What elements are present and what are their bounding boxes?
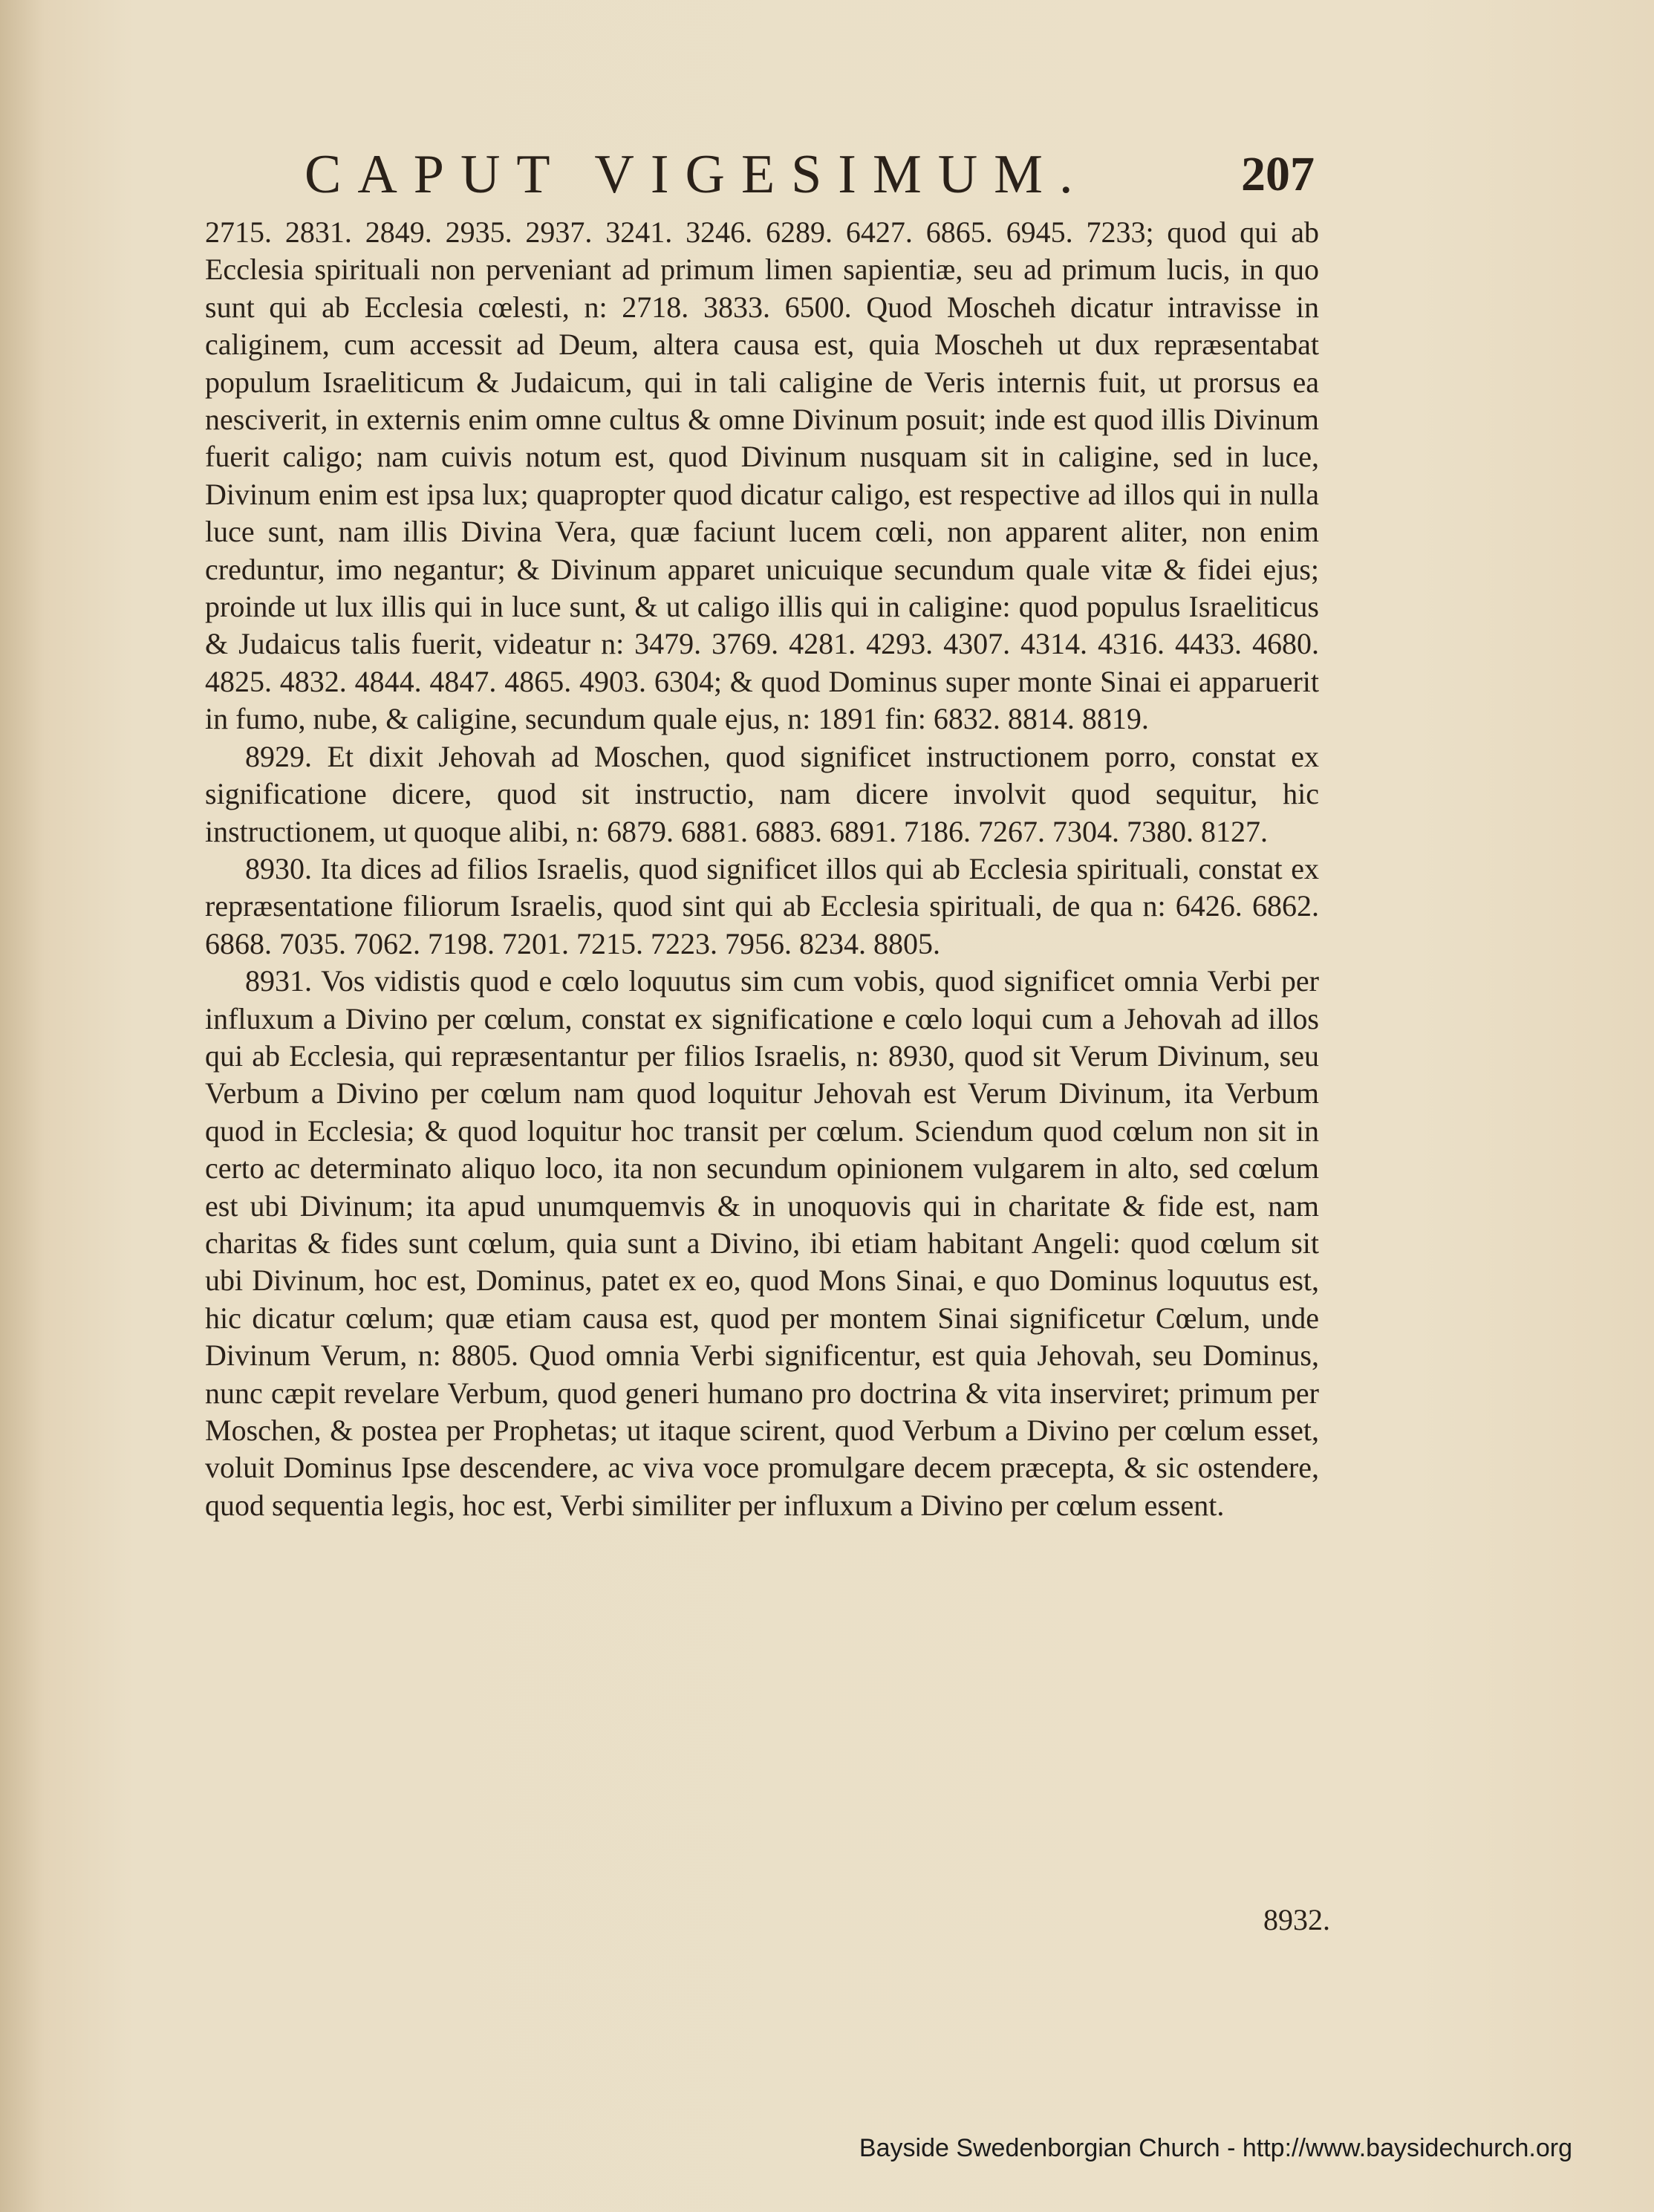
paragraph-continuation: 2715. 2831. 2849. 2935. 2937. 3241. 3246. 6289. 6427. 6865. 6945. 7233; quod qui ab Ecclesia spirituali non perveniant ad primum limen sapientiæ, seu ad primum lucis, in quo sunt qui ab Ecclesia cœlesti, n: 2718. 3833. 6500. Quod Moscheh dicatur intravisse in caliginem, cum accessit ad Deum, altera causa est, quia Moscheh ut dux repræsentabat populum Israeliticum & Judaicum, qui in tali caligine de Veris internis fuit, ut prorsus ea nesciverit, in externis enim omne cultus & omne Divinum posuit; inde est quod illis Divinum fuerit caligo; nam cuivis notum est, quod Divinum nusquam sit in caligine, sed in luce, Divinum enim est ipsa lux; quapropter quod dicatur caligo, est respective ad illos qui in nulla luce sunt, nam illis Divina Vera, quæ faciunt lucem cœli, non apparent aliter, non enim creduntur, imo negantur; & Divinum apparet unicuique secundum quale vitæ & fidei ejus; proinde ut lux illis qui in luce sunt, & ut caligo illis qui in caligine: quod populus Israeliticus & Judaicus talis fuerit, videatur n: 3479. 3769. 4281. 4293. 4307. 4314. 4316. 4433. 4680. 4825. 4832. 4844. 4847. 4865. 4903. 6304; & quod Dominus super monte Sinai ei apparuerit in fumo, nube, & caligine, secundum quale ejus, n: 1891 fin: 6832. 8814. 8819.: [205, 215, 1319, 736]
paragraph-8930: 8930. Ita dices ad filios Israelis, quod significet illos qui ab Ecclesia spirituali, constat ex repræsentatione filiorum Israelis, quod sint qui ab Ecclesia spirituali, de qua n: 6426. 6862. 6868. 7035. 7062. 7198. 7201. 7215. 7223. 7956. 8234. 8805.: [205, 851, 1319, 960]
footer-credit: Bayside Swedenborgian Church - http://www.baysidechurch.org: [859, 2134, 1572, 2162]
catchword: 8932.: [1263, 1903, 1330, 1936]
page-number: 207: [1241, 147, 1315, 201]
paragraph-8929: 8929. Et dixit Jehovah ad Moschen, quod significet instructionem porro, constat ex significatione dicere, quod sit instructio, nam dicere involvit quod sequitur, hic instructionem, ut quoque alibi, n: 6879. 6881. 6883. 6891. 7186. 7267. 7304. 7380. 8127.: [205, 739, 1319, 848]
body-text: [205, 214, 1319, 1524]
paragraph-8931: 8931. Vos vidistis quod e cœlo loquutus sim cum vobis, quod significet omnia Verbi per influxum a Divino per cœlum, constat ex significatione e cœlo loqui cum a Jehovah ad illos qui ab Ecclesia, qui repræsentantur per filios Israelis, n: 8930, quod sit Verum Divinum, seu Verbum a Divino per cœlum nam quod loquitur Jehovah est Verum Divinum, ita Verbum quod in Ecclesia; & quod loquitur hoc transit per cœlum. Sciendum quod cœlum non sit in certo ac determinato aliquo loco, ita non secundum opinionem vulgarem in alto, sed cœlum est ubi Divinum; ita apud unumquemvis & in unoquovis qui in charitate & fide est, nam charitas & fides sunt cœlum, quia sunt a Divino, ibi etiam habitant Angeli: quod cœlum sit ubi Divinum, hoc est, Dominus, patet ex eo, quod Mons Sinai, e quo Dominus loquutus est, hic dicatur cœlum; quæ etiam causa est, quod per montem Sinai significetur Cœlum, unde Divinum Verum, n: 8805. Quod omnia Verbi significentur, est quia Jehovah, seu Dominus, nunc cæpit revelare Verbum, quod generi humano pro doctrina & vita inserviret; primum per Moschen, & postea per Prophetas; ut itaque scirent, quod Verbum a Divino per cœlum esset, voluit Dominus Ipse descendere, ac viva voce promulgare decem præcepta, & sic ostendere, quod sequentia legis, hoc est, Verbi similiter per influxum a Divino per cœlum essent.: [205, 964, 1319, 1522]
running-head: CAPUT VIGESIMUM.: [305, 144, 1090, 205]
page-header: [305, 141, 1315, 208]
